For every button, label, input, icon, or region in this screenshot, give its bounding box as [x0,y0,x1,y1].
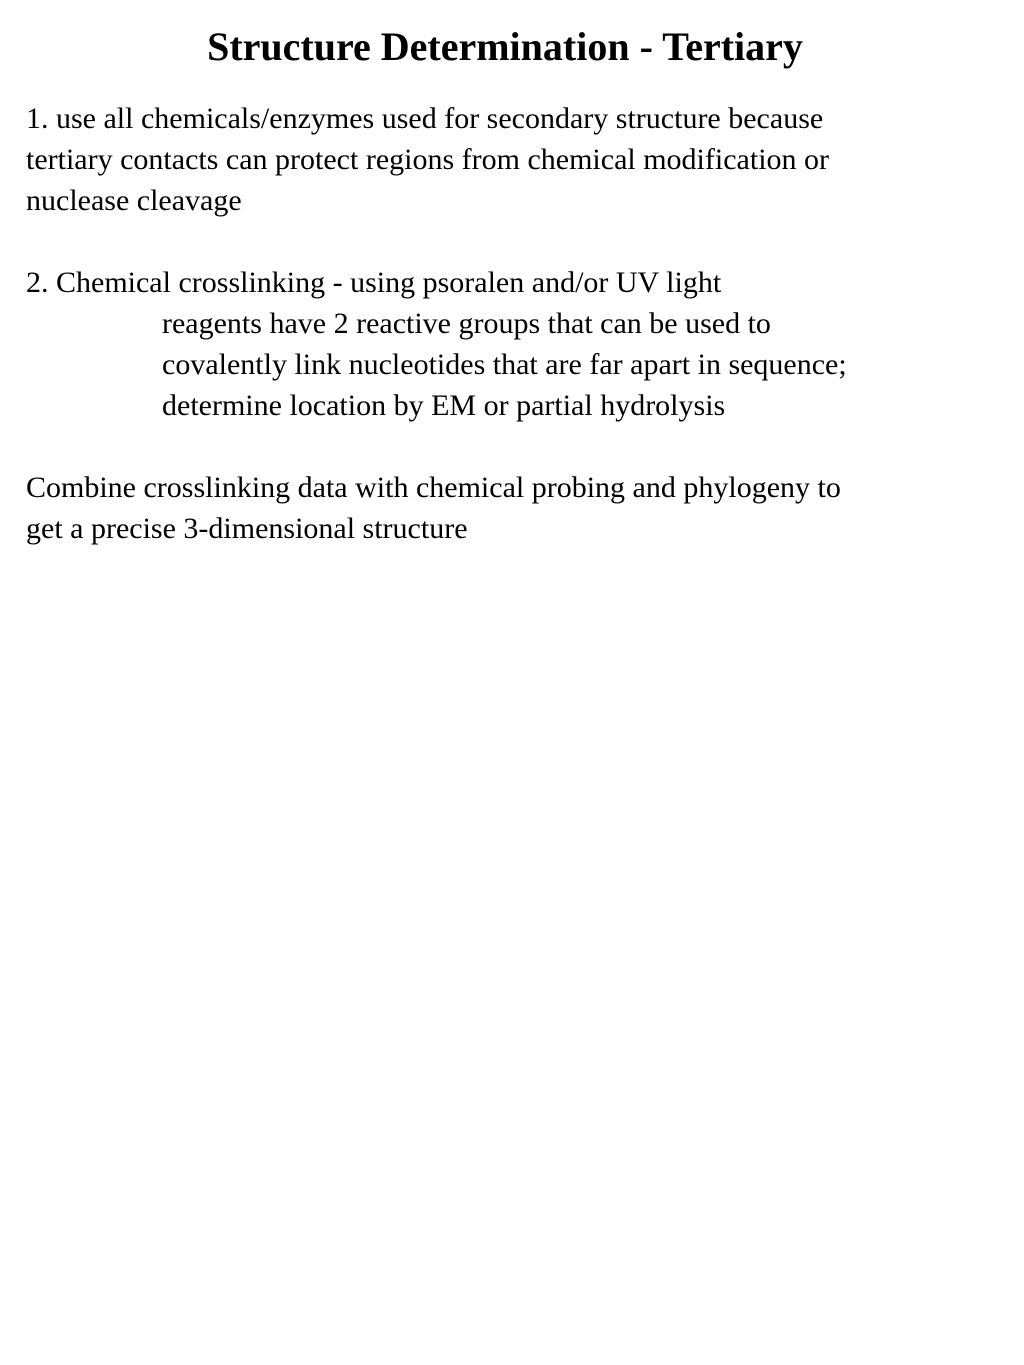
point-2-detail-line: reagents have 2 reactive groups that can be used to [162,307,771,340]
point-1-line: tertiary contacts can protect regions from chemical modification or [26,143,830,176]
point-2-detail-line: determine location by EM or partial hydrolysis [162,389,726,422]
slide-title: Structure Determination - Tertiary [207,24,803,69]
point-1-line: nuclease cleavage [26,184,242,217]
point-1-line: 1. use all chemicals/enzymes used for secondary structure because [26,102,824,135]
conclusion-line: get a precise 3-dimensional structure [26,512,468,545]
conclusion-line: Combine crosslinking data with chemical probing and phylogeny to [26,471,841,504]
point-2-heading: 2. Chemical crosslinking - using psoralen and/or UV light [26,266,722,299]
point-2-detail-line: covalently link nucleotides that are far apart in sequence; [162,348,847,381]
